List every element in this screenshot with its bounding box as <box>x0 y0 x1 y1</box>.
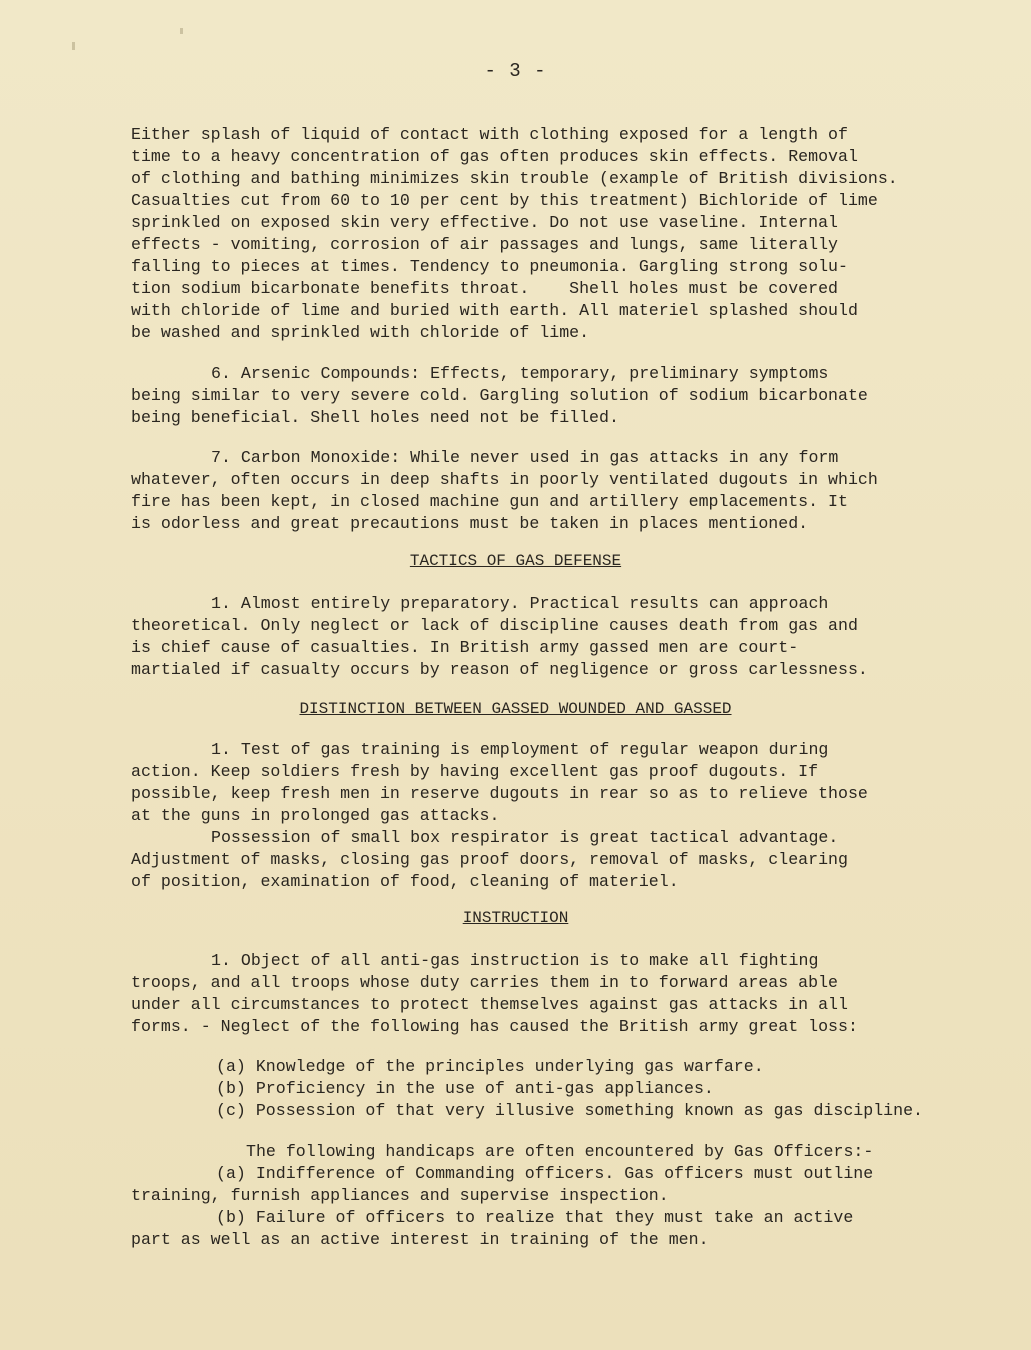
text-line: under all circumstances to protect themselves against gas attacks in all <box>131 995 848 1014</box>
text-line: training, furnish appliances and supervise inspection. <box>131 1186 669 1205</box>
text-line: 1. Test of gas training is employment of regular weapon during <box>211 740 829 759</box>
text-line: possible, keep fresh men in reserve dugouts in rear so as to relieve those <box>131 784 868 803</box>
text-line: 1. Object of all anti-gas instruction is to make all fighting <box>211 951 819 970</box>
text-line: fire has been kept, in closed machine gun and artillery emplacements. It <box>131 492 848 511</box>
text-line: 1. Almost entirely preparatory. Practical results can approach <box>211 594 829 613</box>
text-line: falling to pieces at times. Tendency to pneumonia. Gargling strong solu- <box>131 257 848 276</box>
text-line: is chief cause of casualties. In British army gassed men are court- <box>131 638 799 657</box>
text-line: 7. Carbon Monoxide: While never used in gas attacks in any form <box>211 448 839 467</box>
list-item: (b) Proficiency in the use of anti-gas appliances. <box>216 1079 714 1098</box>
text-line: Adjustment of masks, closing gas proof doors, removal of masks, clearing <box>131 850 848 869</box>
text-line: being similar to very severe cold. Gargling solution of sodium bicarbonate <box>131 386 868 405</box>
list-item: (c) Possession of that very illusive something known as gas discipline. <box>216 1101 924 1120</box>
text-line: forms. - Neglect of the following has caused the British army great loss: <box>131 1017 858 1036</box>
text-line: is odorless and great precautions must be taken in places mentioned. <box>131 514 809 533</box>
text-line: Possession of small box respirator is great tactical advantage. <box>211 828 839 847</box>
text-line: time to a heavy concentration of gas often produces skin effects. Removal <box>131 147 858 166</box>
text-line: The following handicaps are often encountered by Gas Officers:- <box>246 1142 874 1161</box>
text-line: troops, and all troops whose duty carries them in to forward areas able <box>131 973 839 992</box>
paper-mark <box>72 42 75 50</box>
text-line: be washed and sprinkled with chloride of lime. <box>131 323 590 342</box>
text-line: of position, examination of food, cleaning of materiel. <box>131 872 679 891</box>
text-line: effects - vomiting, corrosion of air passages and lungs, same literally <box>131 235 839 254</box>
text-line: action. Keep soldiers fresh by having excellent gas proof dugouts. If <box>131 762 819 781</box>
text-line: (b) Failure of officers to realize that they must take an active <box>216 1208 854 1227</box>
text-line: of clothing and bathing minimizes skin trouble (example of British divisions. <box>131 169 898 188</box>
text-line: tion sodium bicarbonate benefits throat. Shell holes must be covered <box>131 279 839 298</box>
section-heading: INSTRUCTION <box>462 909 569 927</box>
text-line: martialed if casualty occurs by reason of negligence or gross carlessness. <box>131 660 868 679</box>
text-line: theoretical. Only neglect or lack of discipline causes death from gas and <box>131 616 858 635</box>
paper-mark <box>180 28 183 34</box>
section-heading: TACTICS OF GAS DEFENSE <box>409 552 622 570</box>
text-line: Casualties cut from 60 to 10 per cent by this treatment) Bichloride of lime <box>131 191 878 210</box>
text-line: 6. Arsenic Compounds: Effects, temporary, preliminary symptoms <box>211 364 829 383</box>
list-item: (a) Knowledge of the principles underlying gas warfare. <box>216 1057 764 1076</box>
text-line: with chloride of lime and buried with earth. All materiel splashed should <box>131 301 858 320</box>
text-line: at the guns in prolonged gas attacks. <box>131 806 500 825</box>
text-line: (a) Indifference of Commanding officers. Gas officers must outline <box>216 1164 874 1183</box>
text-line: being beneficial. Shell holes need not be filled. <box>131 408 619 427</box>
text-line: Either splash of liquid of contact with clothing exposed for a length of <box>131 125 848 144</box>
text-line: sprinkled on exposed skin very effective. Do not use vaseline. Internal <box>131 213 839 232</box>
page-number: - 3 - <box>484 60 547 82</box>
section-heading: DISTINCTION BETWEEN GASSED WOUNDED AND GASSED <box>299 700 732 718</box>
text-line: part as well as an active interest in training of the men. <box>131 1230 709 1249</box>
text-line: whatever, often occurs in deep shafts in poorly ventilated dugouts in which <box>131 470 878 489</box>
